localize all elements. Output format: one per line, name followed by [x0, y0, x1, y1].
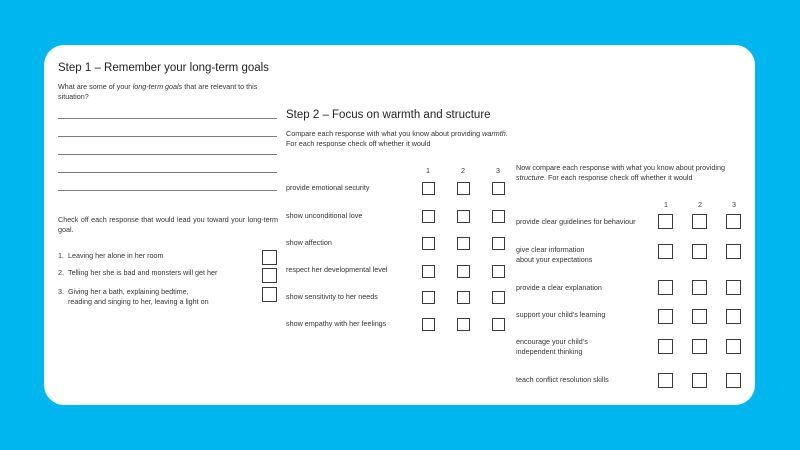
warmth-item: provide emotional security — [286, 183, 370, 192]
structure-4-col-1-checkbox[interactable] — [658, 309, 673, 324]
structure-2-col-2-checkbox[interactable] — [692, 244, 707, 259]
warmth-2-col-1-checkbox[interactable] — [422, 210, 435, 223]
structure-5-col-2-checkbox[interactable] — [692, 339, 707, 354]
structure-4-col-2-checkbox[interactable] — [692, 309, 707, 324]
warmth-2-col-2-checkbox[interactable] — [457, 210, 470, 223]
structure-item: give clear information about your expectations — [516, 245, 593, 264]
structure-item: teach conflict resolution skills — [516, 375, 609, 384]
goal-answer-line-1[interactable] — [58, 118, 277, 119]
structure-prompt: Now compare each response with what you know about providing structure. For each response check off whether it would — [516, 163, 725, 182]
goal-answer-line-4[interactable] — [58, 172, 277, 173]
option-3: 3. Giving her a bath, explaining bedtime, reading and singing to her, leaving a light on — [58, 287, 209, 306]
warmth-3-col-1-checkbox[interactable] — [422, 237, 435, 250]
structure-6-col-3-checkbox[interactable] — [726, 373, 741, 388]
structure-5-col-3-checkbox[interactable] — [726, 339, 741, 354]
structure-1-col-3-checkbox[interactable] — [726, 214, 741, 229]
step1-title: Step 1 – Remember your long-term goals — [58, 62, 269, 74]
structure-1-col-2-checkbox[interactable] — [692, 214, 707, 229]
structure-2-col-3-checkbox[interactable] — [726, 244, 741, 259]
goal-answer-line-3[interactable] — [58, 154, 277, 155]
structure-5-col-1-checkbox[interactable] — [658, 339, 673, 354]
structure-4-col-3-checkbox[interactable] — [726, 309, 741, 324]
warmth-prompt: Compare each response with what you know about providing warmth. For each response check off whether it would — [286, 129, 508, 148]
option-2-checkbox[interactable] — [262, 268, 277, 283]
structure-item: provide clear guidelines for behaviour — [516, 217, 636, 226]
warmth-1-col-1-checkbox[interactable] — [422, 182, 435, 195]
warmth-1-col-2-checkbox[interactable] — [457, 182, 470, 195]
option-1: 1. Leaving her alone in her room — [58, 251, 164, 260]
warmth-4-col-1-checkbox[interactable] — [422, 265, 435, 278]
warmth-item: respect her developmental level — [286, 265, 388, 274]
structure-3-col-3-checkbox[interactable] — [726, 280, 741, 295]
warmth-item: show empathy with her feelings — [286, 319, 387, 328]
option-3-checkbox[interactable] — [262, 287, 277, 302]
warmth-1-col-3-checkbox[interactable] — [492, 182, 505, 195]
structure-item: provide a clear explanation — [516, 283, 602, 292]
warmth-3-col-3-checkbox[interactable] — [492, 237, 505, 250]
worksheet-card — [44, 45, 755, 405]
warmth-col-3: 3 — [496, 166, 500, 175]
option-2: 2. Telling her she is bad and monsters will get her — [58, 268, 218, 277]
structure-1-col-1-checkbox[interactable] — [658, 214, 673, 229]
warmth-6-col-3-checkbox[interactable] — [492, 318, 505, 331]
structure-2-col-1-checkbox[interactable] — [658, 244, 673, 259]
structure-3-col-2-checkbox[interactable] — [692, 280, 707, 295]
structure-item: support your child’s learning — [516, 310, 606, 319]
goal-answer-line-2[interactable] — [58, 136, 277, 137]
structure-3-col-1-checkbox[interactable] — [658, 280, 673, 295]
option-1-checkbox[interactable] — [262, 250, 277, 265]
warmth-item: show affection — [286, 238, 332, 247]
structure-col-2: 2 — [698, 200, 702, 209]
step1-check-instruction: Check off each response that would lead you toward your long-term goal. — [58, 215, 278, 234]
warmth-5-col-3-checkbox[interactable] — [492, 291, 505, 304]
warmth-item: show unconditional love — [286, 211, 363, 220]
structure-6-col-1-checkbox[interactable] — [658, 373, 673, 388]
structure-item: encourage your child’s independent thinking — [516, 337, 588, 356]
warmth-4-col-3-checkbox[interactable] — [492, 265, 505, 278]
step1-prompt: What are some of your long-term goals that are relevant to this situation? — [58, 82, 258, 101]
step2-title: Step 2 – Focus on warmth and structure — [286, 109, 491, 121]
structure-col-3: 3 — [732, 200, 736, 209]
warmth-4-col-2-checkbox[interactable] — [457, 265, 470, 278]
warmth-6-col-2-checkbox[interactable] — [457, 318, 470, 331]
warmth-item: show sensitivity to her needs — [286, 292, 378, 301]
warmth-6-col-1-checkbox[interactable] — [422, 318, 435, 331]
warmth-2-col-3-checkbox[interactable] — [492, 210, 505, 223]
goal-answer-line-5[interactable] — [58, 190, 277, 191]
warmth-5-col-1-checkbox[interactable] — [422, 291, 435, 304]
warmth-col-1: 1 — [426, 166, 430, 175]
structure-6-col-2-checkbox[interactable] — [692, 373, 707, 388]
warmth-5-col-2-checkbox[interactable] — [457, 291, 470, 304]
structure-col-1: 1 — [664, 200, 668, 209]
warmth-3-col-2-checkbox[interactable] — [457, 237, 470, 250]
warmth-col-2: 2 — [461, 166, 465, 175]
